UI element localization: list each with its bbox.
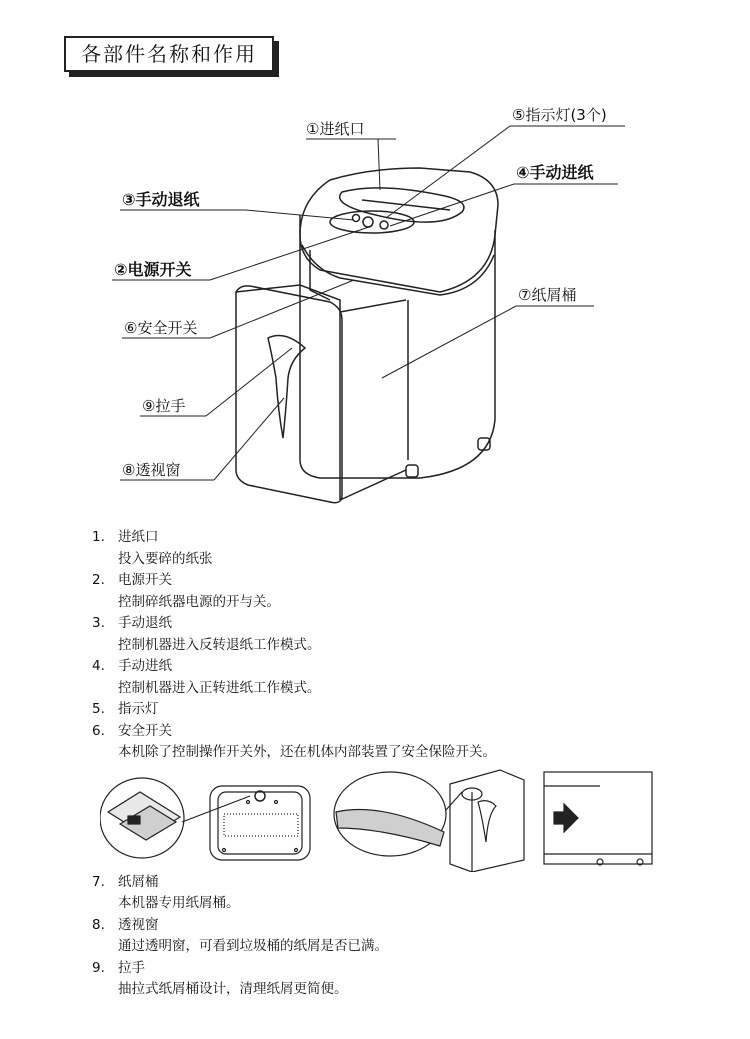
bin-with-switch-icon xyxy=(450,770,524,872)
list-item: 4. 手动进纸 xyxy=(92,658,172,674)
list-item: 6. 安全开关 xyxy=(92,722,172,739)
label-indicator: ⑤指示灯(3个) xyxy=(512,106,607,124)
item-description: 抽拉式纸屑桶设计，清理纸屑更简便。 xyxy=(118,981,348,997)
bin-insert-arrow-icon xyxy=(544,772,652,865)
switch-plate-closeup-icon xyxy=(334,772,462,856)
list-item: 3. 手动退纸 xyxy=(92,615,172,631)
list-item: 8. 透视窗 xyxy=(92,916,159,933)
list-item: 9. 拉手 xyxy=(92,959,145,976)
item-description: 控制机器进入反转退纸工作模式。 xyxy=(118,636,321,653)
label-handle: ⑨拉手 xyxy=(142,397,186,415)
label-paper-inlet: ①进纸口 xyxy=(306,120,365,138)
label-window: ⑧透视窗 xyxy=(122,461,181,479)
list-item: 2. 电源开关 xyxy=(92,572,172,588)
item-description: 投入要碎的纸张 xyxy=(118,550,213,567)
list-item: 5. 指示灯 xyxy=(92,701,159,717)
top-cover-underside-icon xyxy=(210,786,310,860)
item-description: 控制机器进入正转进纸工作模式。 xyxy=(118,679,321,696)
item-description: 本机器专用纸屑桶。 xyxy=(118,895,240,911)
label-safety-switch: ⑥安全开关 xyxy=(124,319,198,337)
label-manual-forward: ④手动进纸 xyxy=(516,163,594,182)
safety-switch-figures xyxy=(100,762,660,872)
label-manual-reverse: ③手动退纸 xyxy=(122,190,200,209)
item-description: 本机除了控制操作开关外，还在机体内部装置了安全保险开关。 xyxy=(118,744,496,760)
list-item: 7. 纸屑桶 xyxy=(92,873,159,890)
label-power-switch: ②电源开关 xyxy=(114,260,192,279)
list-item: 1. 进纸口 xyxy=(92,529,159,545)
safety-switch-closeup-icon xyxy=(100,778,250,858)
title-text: 各部件名称和作用 xyxy=(64,36,274,72)
shredder-diagram xyxy=(0,90,750,510)
label-bin: ⑦纸屑桶 xyxy=(518,286,577,304)
shredder-illustration-icon xyxy=(236,168,498,503)
item-description: 控制碎纸器电源的开与关。 xyxy=(118,593,280,610)
section-title xyxy=(64,36,274,72)
item-description: 通过透明窗，可看到垃圾桶的纸屑是否已满。 xyxy=(118,938,388,954)
